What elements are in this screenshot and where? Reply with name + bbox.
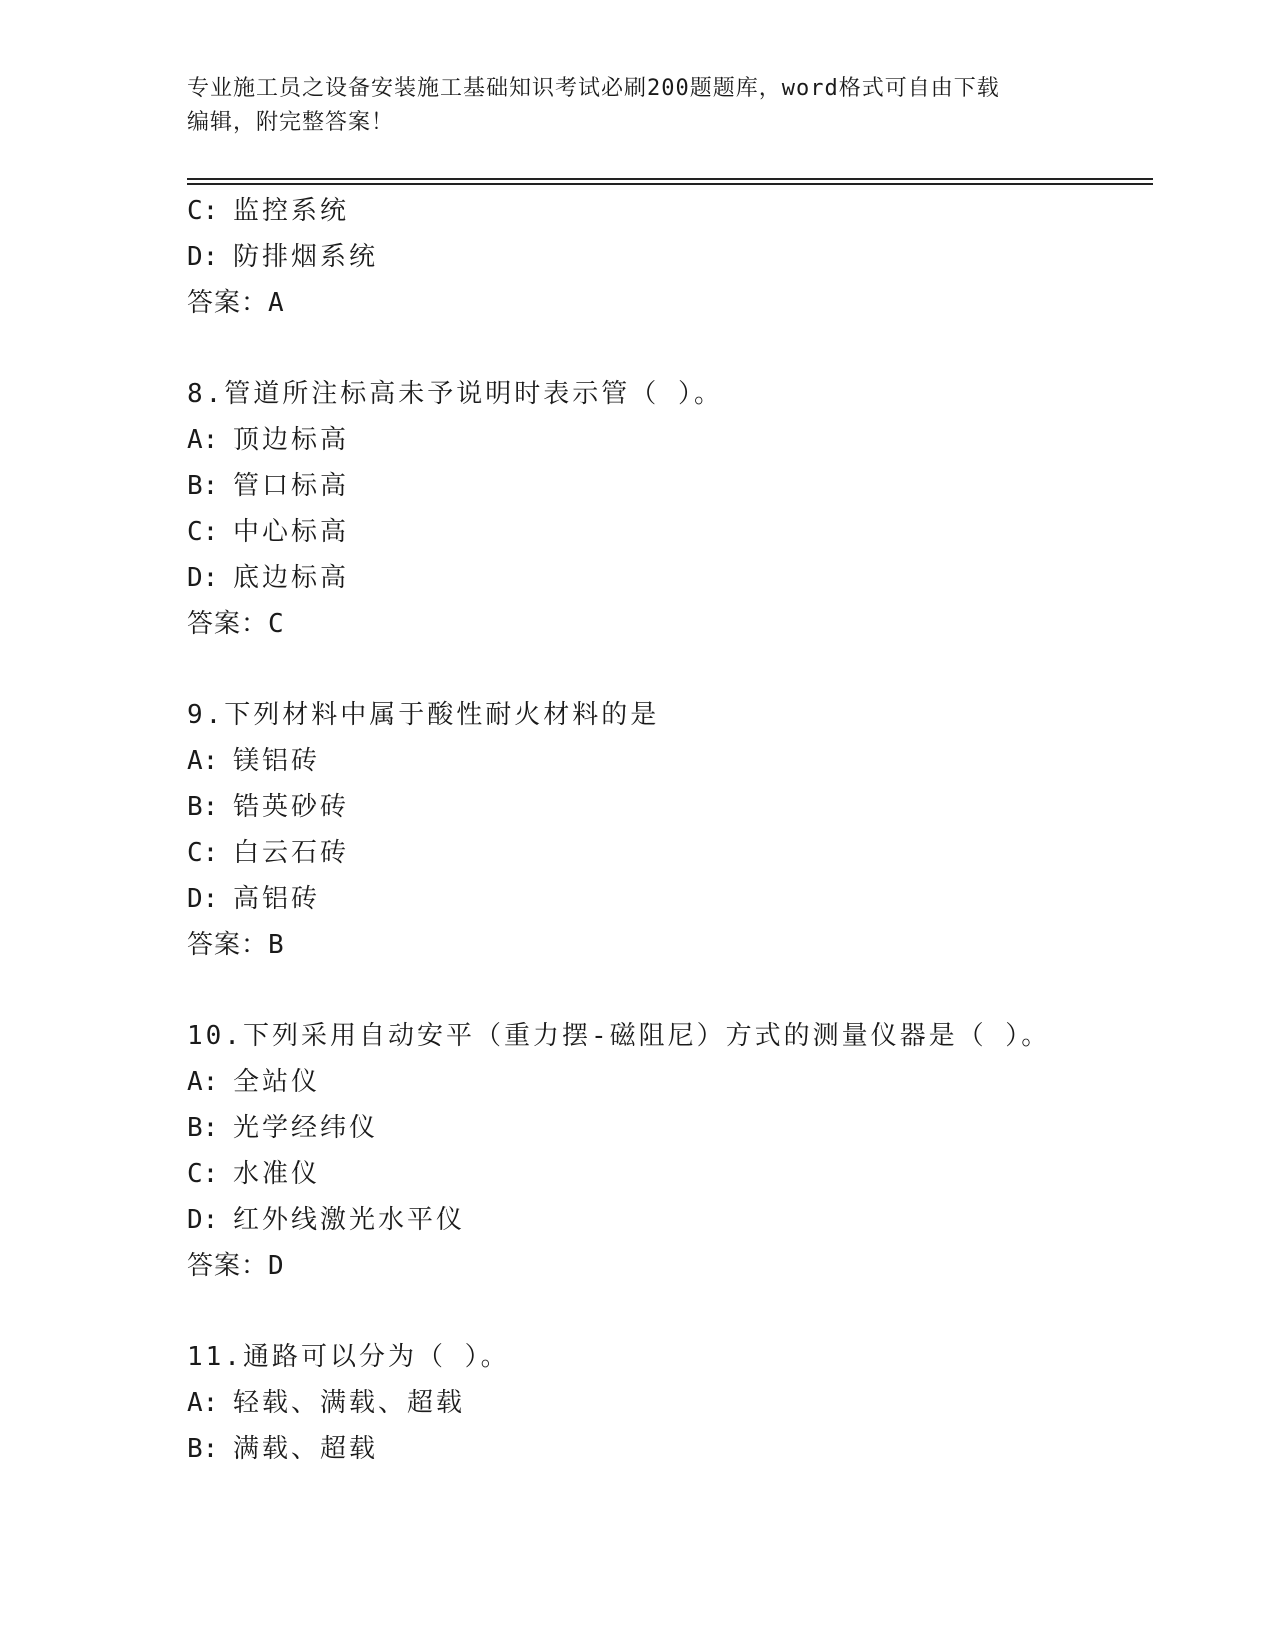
option-letter: D: <box>187 563 219 593</box>
option-text: 高铝砖 <box>233 884 321 914</box>
option-letter: A: <box>187 1067 219 1097</box>
question-stem: 11.通路可以分为（ ）。 <box>187 1342 510 1372</box>
option-text: 锆英砂砖 <box>233 792 350 822</box>
answer-value: D <box>268 1251 285 1281</box>
answer-label: 答案： <box>187 288 269 318</box>
option-text: 镁铝砖 <box>233 746 321 776</box>
option-c <box>187 1151 1147 1197</box>
option-d <box>187 1197 1147 1243</box>
option-letter: D: <box>187 242 219 272</box>
option-letter: B: <box>187 1113 219 1143</box>
option-letter: B: <box>187 471 219 501</box>
option-letter: B: <box>187 792 219 822</box>
option-text: 轻载、满载、超载 <box>233 1388 466 1418</box>
question-8 <box>187 371 1147 647</box>
option-a <box>187 417 1147 463</box>
option-letter: C: <box>187 517 219 547</box>
document-header <box>187 72 1087 140</box>
question-11 <box>187 1334 1147 1472</box>
option-letter: D: <box>187 1205 219 1235</box>
option-letter: C: <box>187 1159 219 1189</box>
option-a <box>187 738 1147 784</box>
option-text: 底边标高 <box>233 563 350 593</box>
option-text: 光学经纬仪 <box>233 1113 379 1143</box>
option-d <box>187 234 1147 280</box>
answer-value: A <box>268 288 285 318</box>
question-9 <box>187 692 1147 968</box>
option-c <box>187 830 1147 876</box>
question-stem: 8.管道所注标高未予说明时表示管（ ）。 <box>187 379 723 409</box>
option-text: 红外线激光水平仪 <box>233 1205 466 1235</box>
header-title-line1: 专业施工员之设备安装施工基础知识考试必刷200题题库，word格式可自由下载 <box>187 76 1000 101</box>
question-7 <box>187 188 1147 326</box>
header-divider-bottom <box>187 183 1153 185</box>
answer-line <box>187 280 1147 326</box>
option-c <box>187 509 1147 555</box>
option-text: 防排烟系统 <box>233 242 379 272</box>
option-text: 满载、超载 <box>233 1434 379 1464</box>
answer-value: C <box>268 609 285 639</box>
answer-line <box>187 601 1147 647</box>
option-letter: C: <box>187 196 219 226</box>
option-text: 白云石砖 <box>233 838 350 868</box>
answer-label: 答案： <box>187 930 269 960</box>
answer-value: B <box>268 930 285 960</box>
answer-label: 答案： <box>187 1251 269 1281</box>
question-stem: 10.下列采用自动安平（重力摆-磁阻尼）方式的测量仪器是（ ）。 <box>187 1021 1051 1051</box>
option-b <box>187 784 1147 830</box>
option-b <box>187 1426 1147 1472</box>
option-text: 中心标高 <box>233 517 350 547</box>
option-letter: B: <box>187 1434 219 1464</box>
option-text: 水准仪 <box>233 1159 321 1189</box>
header-title-line2: 编辑，附完整答案！ <box>187 110 395 135</box>
option-letter: C: <box>187 838 219 868</box>
option-d <box>187 555 1147 601</box>
option-letter: D: <box>187 884 219 914</box>
option-letter: A: <box>187 1388 219 1418</box>
answer-line <box>187 1243 1147 1289</box>
question-10 <box>187 1013 1147 1289</box>
option-letter: A: <box>187 746 219 776</box>
option-a <box>187 1059 1147 1105</box>
answer-line <box>187 922 1147 968</box>
option-b <box>187 1105 1147 1151</box>
option-b <box>187 463 1147 509</box>
option-c <box>187 188 1147 234</box>
option-d <box>187 876 1147 922</box>
answer-label: 答案： <box>187 609 269 639</box>
option-text: 顶边标高 <box>233 425 350 455</box>
option-letter: A: <box>187 425 219 455</box>
question-stem: 9.下列材料中属于酸性耐火材料的是 <box>187 700 660 730</box>
option-text: 监控系统 <box>233 196 350 226</box>
question-list <box>187 188 1147 1472</box>
option-text: 管口标高 <box>233 471 350 501</box>
option-a <box>187 1380 1147 1426</box>
header-divider-top <box>187 178 1153 180</box>
option-text: 全站仪 <box>233 1067 321 1097</box>
